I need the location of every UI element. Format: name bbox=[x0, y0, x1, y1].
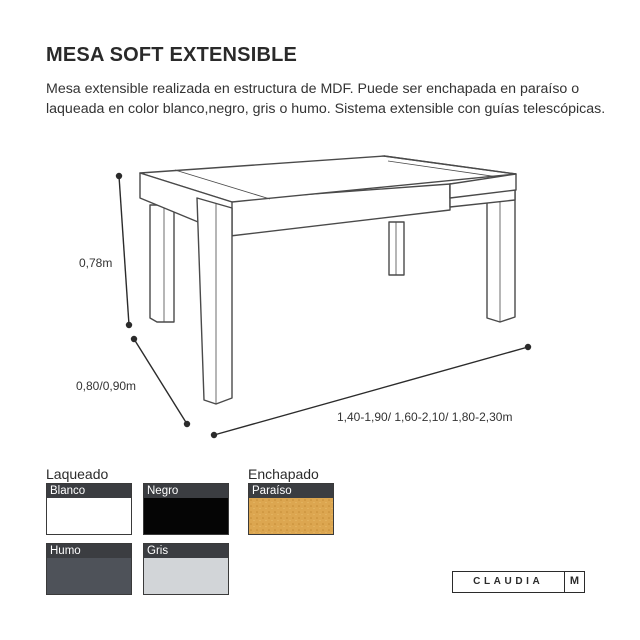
swatch-paraiso-label: Paraíso bbox=[249, 484, 333, 498]
swatch-negro[interactable] bbox=[143, 483, 229, 535]
swatch-blanco-label: Blanco bbox=[47, 484, 131, 498]
product-title: MESA SOFT EXTENSIBLE bbox=[46, 44, 298, 66]
height-label: 0,78m bbox=[79, 256, 113, 270]
swatch-negro-fill bbox=[144, 498, 228, 534]
swatch-blanco-fill bbox=[47, 498, 131, 534]
brand-logo bbox=[452, 571, 585, 593]
swatch-paraiso-fill bbox=[249, 498, 333, 534]
swatch-humo[interactable] bbox=[46, 543, 132, 595]
swatch-humo-fill bbox=[47, 558, 131, 594]
height-dimension-line bbox=[119, 176, 129, 325]
product-description: Mesa extensible realizada en estructura de MDF. Puede ser enchapada en paraíso o laqueada en color blanco,negro, gris o humo. Sistema extensible con guías telescópicas. bbox=[46, 81, 606, 117]
front-right-leg bbox=[487, 186, 515, 322]
enchapado-title: Enchapado bbox=[248, 466, 319, 482]
laqueado-title: Laqueado bbox=[46, 466, 109, 482]
brand-name: CLAUDIA bbox=[473, 576, 544, 587]
length-label: 1,40-1,90/ 1,60-2,10/ 1,80-2,30m bbox=[337, 410, 513, 424]
swatch-humo-label: Humo bbox=[47, 544, 131, 558]
back-right-leg bbox=[389, 222, 404, 275]
back-left-leg bbox=[150, 205, 174, 322]
swatch-negro-label: Negro bbox=[144, 484, 228, 498]
depth-label: 0,80/0,90m bbox=[76, 379, 137, 393]
swatch-gris-fill bbox=[144, 558, 228, 594]
swatch-blanco[interactable] bbox=[46, 483, 132, 535]
swatch-gris[interactable] bbox=[143, 543, 229, 595]
brand-mark: M bbox=[569, 575, 580, 587]
swatch-gris-label: Gris bbox=[144, 544, 228, 558]
swatch-paraiso[interactable] bbox=[248, 483, 334, 535]
front-left-leg bbox=[197, 198, 232, 404]
depth-dimension-line bbox=[134, 339, 187, 424]
